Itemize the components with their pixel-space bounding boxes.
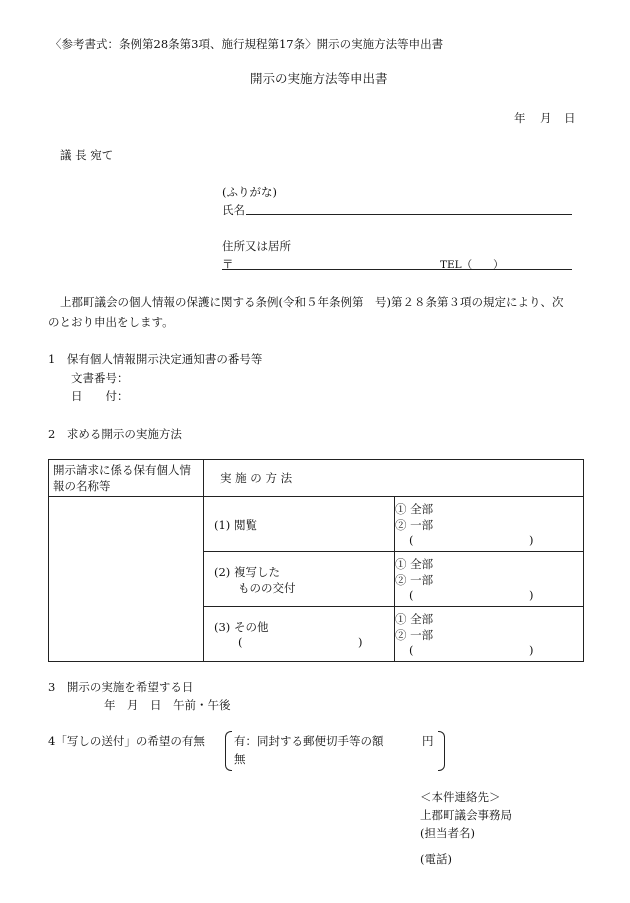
method-row-1[interactable] bbox=[204, 497, 395, 552]
scope-row-1-paren-open: ( bbox=[409, 533, 414, 547]
intro-line-1: 上郡町議会の個人情報の保護に関する条例(令和５年条例第 号)第２８条第３項の規定により、次 bbox=[60, 295, 564, 309]
method-row-2-label-2: ものの交付 bbox=[238, 581, 296, 595]
method-row-3[interactable] bbox=[204, 607, 395, 662]
scope-row-1[interactable] bbox=[395, 497, 584, 552]
scope-row-3[interactable] bbox=[395, 607, 584, 662]
scope-row-2-paren-open: ( bbox=[409, 588, 414, 602]
table-header-method-label: 実 施 の 方 法 bbox=[220, 471, 293, 485]
date-day-label: 日 bbox=[564, 111, 576, 125]
doc-date-label: 日 付： bbox=[71, 389, 129, 403]
method-row-3-paren-open: ( bbox=[238, 635, 243, 649]
reference-note: 〈参考書式：条例第28条第3項、施行規程第17条〉開示の実施方法等申出書 bbox=[50, 37, 444, 51]
date-year-label: 年 bbox=[514, 111, 526, 125]
scope-row-3-part[interactable]: ② 一部 bbox=[395, 628, 434, 642]
method-row-1-label: (1) 閲覧 bbox=[214, 518, 257, 532]
section3-heading: 3 開示の実施を希望する日 bbox=[48, 680, 194, 694]
name-label: 氏名 bbox=[222, 203, 245, 217]
right-brace bbox=[438, 731, 445, 771]
addressee: 議 長 宛て bbox=[60, 148, 114, 162]
scope-row-1-all[interactable]: ① 全部 bbox=[395, 502, 434, 516]
scope-row-3-paren-open: ( bbox=[409, 643, 414, 657]
furigana-label: (ふりがな) bbox=[222, 185, 277, 199]
postal-mark: 〒 bbox=[222, 257, 234, 271]
scope-row-3-paren-close: ) bbox=[529, 643, 534, 657]
postage-yen-label: 円 bbox=[422, 734, 434, 748]
section1-heading: 1 保有個人情報開示決定通知書の番号等 bbox=[48, 352, 263, 366]
address-underline[interactable] bbox=[222, 269, 572, 270]
date-month-label: 月 bbox=[540, 111, 552, 125]
scope-row-3-all[interactable]: ① 全部 bbox=[395, 612, 434, 626]
section4-heading: 4「写しの送付」の希望の有無 bbox=[48, 734, 205, 748]
scope-row-1-paren-close: ) bbox=[529, 533, 534, 547]
method-table bbox=[48, 459, 584, 662]
method-row-3-label-1: (3) その他 bbox=[214, 620, 269, 634]
method-row-2-label-1: (2) 複写した bbox=[214, 565, 280, 579]
document-title: 開示の実施方法等申出書 bbox=[250, 71, 388, 86]
table-header-info bbox=[49, 460, 204, 497]
scope-row-2[interactable] bbox=[395, 552, 584, 607]
left-brace bbox=[225, 731, 232, 771]
scope-row-2-paren-close: ) bbox=[529, 588, 534, 602]
doc-number-label: 文書番号： bbox=[71, 371, 129, 385]
contact-office: 上郡町議会事務局 bbox=[420, 808, 512, 822]
send-no-option[interactable]: 無 bbox=[234, 752, 246, 766]
table-header-info-line1: 開示請求に係る保有個人情 bbox=[53, 463, 191, 477]
desired-date-line[interactable]: 年 月 日 午前・午後 bbox=[104, 698, 231, 712]
name-underline[interactable] bbox=[246, 214, 572, 215]
scope-row-1-part[interactable]: ② 一部 bbox=[395, 518, 434, 532]
method-row-2[interactable] bbox=[204, 552, 395, 607]
info-name-cell[interactable] bbox=[49, 497, 204, 662]
scope-row-2-all[interactable]: ① 全部 bbox=[395, 557, 434, 571]
method-row-3-paren-close: ) bbox=[358, 635, 363, 649]
contact-phone: (電話) bbox=[420, 852, 452, 866]
intro-line-2: のとおり申出をします。 bbox=[48, 315, 174, 329]
address-label: 住所又は居所 bbox=[222, 239, 291, 253]
contact-person: (担当者名) bbox=[420, 826, 475, 840]
table-header-info-line2: 報の名称等 bbox=[53, 479, 111, 493]
section2-heading: 2 求める開示の実施方法 bbox=[48, 427, 182, 441]
table-header-method bbox=[204, 460, 584, 497]
tel-label: TEL（ ） bbox=[440, 259, 504, 271]
scope-row-2-part[interactable]: ② 一部 bbox=[395, 573, 434, 587]
contact-title: ＜本件連絡先＞ bbox=[420, 790, 501, 804]
send-yes-option[interactable]: 有：同封する郵便切手等の額 bbox=[234, 734, 384, 748]
